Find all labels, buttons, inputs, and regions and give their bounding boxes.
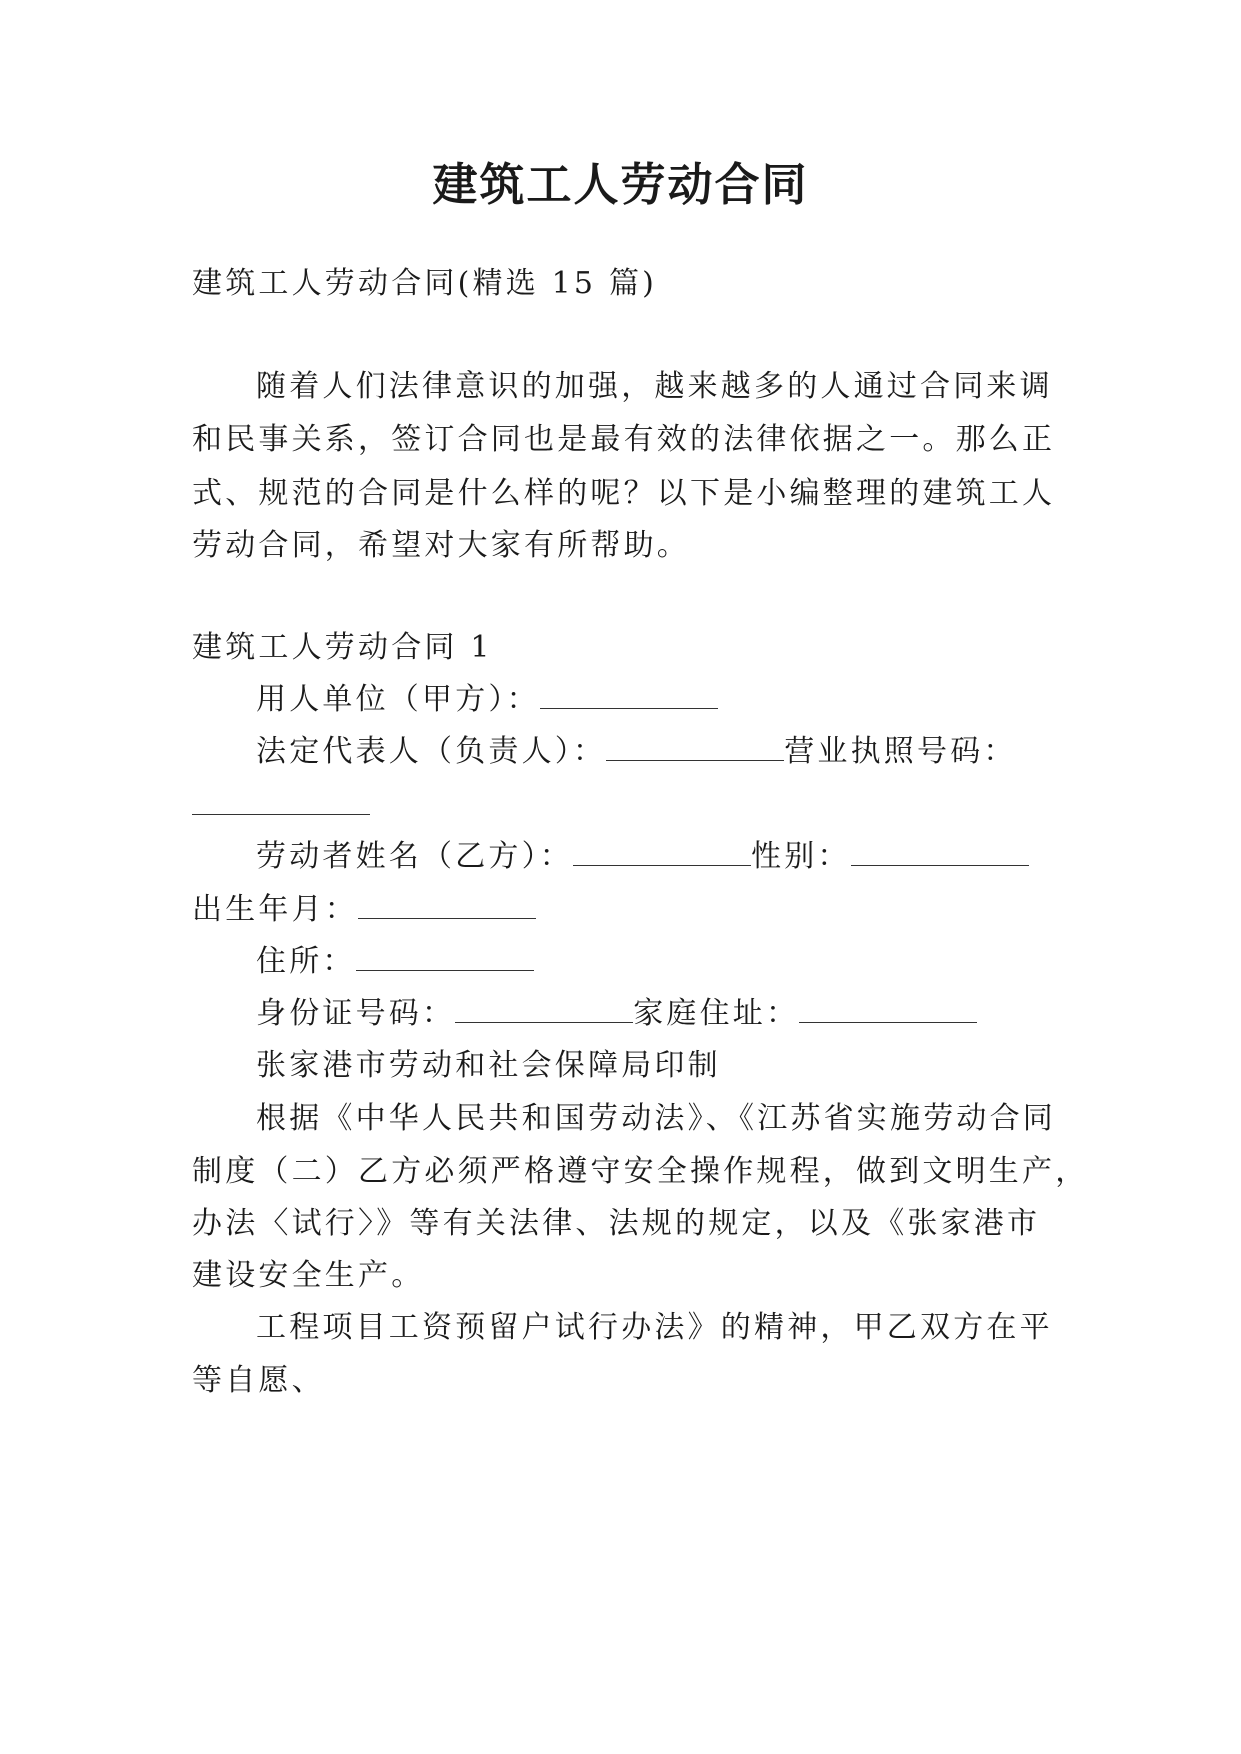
intro-line-2: 和民事关系，签订合同也是最有效的法律依据之一。那么正 bbox=[192, 422, 1056, 457]
id-row bbox=[256, 994, 1058, 1034]
section-heading: 建筑工人劳动合同 1 bbox=[192, 630, 493, 665]
home-address-label: 家庭住址： bbox=[633, 996, 800, 1031]
legal-rep-row bbox=[256, 732, 1058, 772]
employer-label: 用人单位（甲方）： bbox=[256, 682, 540, 717]
id-label: 身份证号码： bbox=[256, 996, 456, 1031]
license-blank bbox=[192, 788, 370, 815]
license-label: 营业执照号码： bbox=[784, 734, 1017, 769]
body-line-5: 工程项目工资预留户试行办法》的精神，甲乙双方在平 bbox=[256, 1310, 1053, 1345]
intro-line-4: 劳动合同，希望对大家有所帮助。 bbox=[192, 528, 690, 563]
birth-blank bbox=[358, 892, 536, 919]
body-line-1: 根据《中华人民共和国劳动法》、《江苏省实施劳动合同 bbox=[256, 1101, 1056, 1136]
legal-rep-blank bbox=[606, 734, 784, 761]
birth-label: 出生年月： bbox=[192, 892, 358, 927]
legal-rep-label: 法定代表人（负责人）： bbox=[256, 734, 607, 769]
issuer-line: 张家港市劳动和社会保障局印制 bbox=[256, 1048, 721, 1083]
gender-blank bbox=[851, 839, 1029, 866]
body-line-6: 等自愿、 bbox=[192, 1363, 325, 1398]
home-address-blank bbox=[799, 996, 977, 1023]
birth-row bbox=[192, 890, 1058, 930]
document-title: 建筑工人劳动合同 bbox=[432, 158, 809, 211]
employer-row bbox=[256, 680, 1058, 720]
intro-line-3: 式、规范的合同是什么样的呢？以下是小编整理的建筑工人 bbox=[192, 476, 1056, 511]
employer-blank bbox=[540, 682, 718, 709]
intro-line-1: 随着人们法律意识的加强，越来越多的人通过合同来调 bbox=[256, 369, 1053, 404]
worker-row bbox=[256, 837, 1058, 877]
worker-name-label: 劳动者姓名（乙方）： bbox=[256, 839, 573, 874]
id-blank bbox=[455, 996, 633, 1023]
license-row bbox=[192, 786, 1058, 826]
worker-name-blank bbox=[573, 839, 751, 866]
gender-label: 性别： bbox=[751, 839, 851, 874]
residence-blank bbox=[356, 944, 534, 971]
residence-row bbox=[256, 942, 1058, 982]
document-subtitle: 建筑工人劳动合同(精选 15 篇) bbox=[192, 266, 658, 301]
body-line-4: 建设安全生产。 bbox=[192, 1258, 425, 1293]
residence-label: 住所： bbox=[256, 944, 356, 979]
body-line-2: 制度（二）乙方必须严格遵守安全操作规程，做到文明生产， bbox=[192, 1154, 1089, 1189]
body-line-3: 办法〈试行〉》等有关法律、法规的规定，以及《张家港市 bbox=[192, 1206, 1041, 1241]
